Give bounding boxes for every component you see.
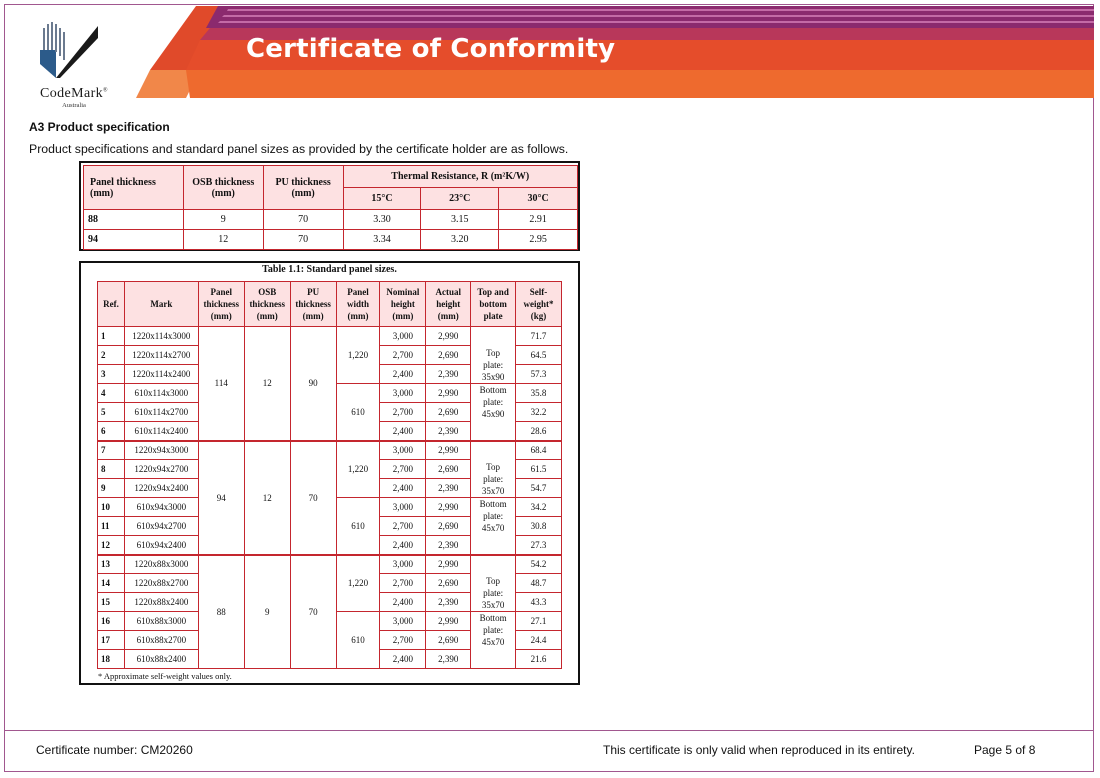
cell-ref: 6 xyxy=(98,422,125,441)
footer-divider xyxy=(4,730,1094,731)
cell-ref: 18 xyxy=(98,650,125,669)
cell-ref: 5 xyxy=(98,403,125,422)
cell-ref: 4 xyxy=(98,384,125,403)
cell-top-plate xyxy=(471,441,516,498)
plate-text: Bottom xyxy=(479,613,507,623)
cell-nominal-height: 3,000 xyxy=(380,384,426,403)
section-intro: Product specifications and standard panel sizes as provided by the certificate holder are as follows. xyxy=(29,142,569,156)
cell-nominal-height: 2,700 xyxy=(380,403,426,422)
cell-actual-height: 2,990 xyxy=(426,612,471,631)
cell-mark: 1220x88x3000 xyxy=(124,555,198,574)
cell-mark: 1220x94x2400 xyxy=(124,479,198,498)
cell-actual-height: 2,690 xyxy=(426,631,471,650)
cell-ref: 2 xyxy=(98,346,125,365)
cell-actual-height: 2,990 xyxy=(426,498,471,517)
spec-header-osb: OSB thickness (mm) xyxy=(183,166,263,210)
cell-self-weight: 27.3 xyxy=(516,536,562,555)
spec-header-30c: 30°C xyxy=(499,188,578,210)
cell-self-weight: 24.4 xyxy=(516,631,562,650)
cell-mark: 610x114x3000 xyxy=(124,384,198,403)
cell-self-weight: 28.6 xyxy=(516,422,562,441)
cell-mark: 1220x114x2700 xyxy=(124,346,198,365)
cell-nominal-height: 2,700 xyxy=(380,517,426,536)
plate-text: plate: xyxy=(483,511,504,521)
cell-nominal-height: 2,700 xyxy=(380,346,426,365)
cell-nominal-height: 3,000 xyxy=(380,327,426,346)
cell-osb-thickness: 12 xyxy=(244,441,290,555)
plate-text: plate: xyxy=(483,397,504,407)
cell-mark: 610x114x2700 xyxy=(124,403,198,422)
col-header-panel-thickness: Panel thickness (mm) xyxy=(198,282,244,327)
spec-header-23c: 23°C xyxy=(421,188,499,210)
plate-text: 35x90 xyxy=(481,372,505,382)
cell-nominal-height: 3,000 xyxy=(380,555,426,574)
cell-nominal-height: 2,700 xyxy=(380,631,426,650)
cell-actual-height: 2,990 xyxy=(426,384,471,403)
cell-panel-width: 1,220 xyxy=(336,441,380,498)
panel-row xyxy=(98,555,562,574)
cell-self-weight: 71.7 xyxy=(516,327,562,346)
cell-actual-height: 2,990 xyxy=(426,555,471,574)
codemark-logo xyxy=(20,20,120,112)
spec-cell-r23: 3.15 xyxy=(421,210,499,230)
cell-actual-height: 2,690 xyxy=(426,403,471,422)
spec-row xyxy=(84,210,578,230)
cell-mark: 1220x114x2400 xyxy=(124,365,198,384)
logo-subtext: Australia xyxy=(62,102,86,109)
cell-nominal-height: 2,400 xyxy=(380,593,426,612)
cell-mark: 610x94x2400 xyxy=(124,536,198,555)
cell-panel-width: 610 xyxy=(336,612,380,669)
panel-table-body xyxy=(98,327,562,669)
spec-cell-osb: 12 xyxy=(183,230,263,250)
cell-osb-thickness: 12 xyxy=(244,327,290,441)
plate-text: 35x70 xyxy=(481,600,505,610)
cell-ref: 14 xyxy=(98,574,125,593)
spec-cell-pu: 70 xyxy=(263,230,343,250)
cell-mark: 610x88x2400 xyxy=(124,650,198,669)
cell-nominal-height: 2,400 xyxy=(380,536,426,555)
col-header-ref: Ref. xyxy=(98,282,125,327)
plate-text: plate: xyxy=(483,588,504,598)
col-header-osb-thickness: OSB thickness (mm) xyxy=(244,282,290,327)
cell-top-plate xyxy=(471,555,516,612)
logo-wordmark: CodeMark® xyxy=(39,86,109,101)
spec-header-panel: Panel thickness (mm) xyxy=(84,166,184,210)
certificate-header xyxy=(0,0,1100,110)
spec-table-frame xyxy=(79,161,580,251)
panel-row xyxy=(98,441,562,460)
cell-ref: 10 xyxy=(98,498,125,517)
cell-ref: 1 xyxy=(98,327,125,346)
cell-self-weight: 48.7 xyxy=(516,574,562,593)
col-header-nominal-height: Nominal height (mm) xyxy=(380,282,426,327)
cell-nominal-height: 3,000 xyxy=(380,498,426,517)
banner-title: Certificate of Conformity xyxy=(246,34,616,64)
plate-text: Top xyxy=(486,348,501,358)
cell-top-plate xyxy=(471,327,516,384)
cell-nominal-height: 2,400 xyxy=(380,365,426,384)
cell-actual-height: 2,990 xyxy=(426,327,471,346)
panel-table-footnote: * Approximate self-weight values only. xyxy=(98,671,232,681)
spec-cell-osb: 9 xyxy=(183,210,263,230)
cell-ref: 12 xyxy=(98,536,125,555)
cell-nominal-height: 2,700 xyxy=(380,574,426,593)
footer-page-number: Page 5 of 8 xyxy=(974,743,1036,757)
cell-panel-width: 1,220 xyxy=(336,555,380,612)
cell-ref: 16 xyxy=(98,612,125,631)
col-header-self-weight: Self- weight* (kg) xyxy=(516,282,562,327)
plate-text: plate: xyxy=(483,360,504,370)
cell-self-weight: 43.3 xyxy=(516,593,562,612)
cell-mark: 610x88x3000 xyxy=(124,612,198,631)
section-title: A3 Product specification xyxy=(29,120,170,134)
cell-nominal-height: 3,000 xyxy=(380,441,426,460)
plate-text: plate: xyxy=(483,474,504,484)
footer-certificate-number: Certificate number: CM20260 xyxy=(36,743,193,757)
cell-ref: 17 xyxy=(98,631,125,650)
cell-actual-height: 2,690 xyxy=(426,346,471,365)
cell-nominal-height: 2,400 xyxy=(380,650,426,669)
cell-ref: 13 xyxy=(98,555,125,574)
cell-self-weight: 34.2 xyxy=(516,498,562,517)
col-header-pu-thickness: PU thickness (mm) xyxy=(290,282,336,327)
cell-actual-height: 2,390 xyxy=(426,536,471,555)
cell-bottom-plate xyxy=(471,612,516,669)
cell-self-weight: 57.3 xyxy=(516,365,562,384)
cell-panel-width: 1,220 xyxy=(336,327,380,384)
cell-actual-height: 2,390 xyxy=(426,365,471,384)
cell-pu-thickness: 90 xyxy=(290,327,336,441)
cell-actual-height: 2,390 xyxy=(426,479,471,498)
cell-ref: 7 xyxy=(98,441,125,460)
cell-self-weight: 30.8 xyxy=(516,517,562,536)
spec-cell-panel: 94 xyxy=(84,230,184,250)
spec-cell-r15: 3.34 xyxy=(343,230,421,250)
cell-actual-height: 2,690 xyxy=(426,574,471,593)
col-header-panel-width: Panel width (mm) xyxy=(336,282,380,327)
panel-table-caption: Table 1.1: Standard panel sizes. xyxy=(262,264,397,275)
cell-mark: 610x94x3000 xyxy=(124,498,198,517)
cell-actual-height: 2,390 xyxy=(426,422,471,441)
cell-mark: 610x114x2400 xyxy=(124,422,198,441)
cell-panel-width: 610 xyxy=(336,498,380,555)
spec-table xyxy=(83,165,578,250)
cell-mark: 610x94x2700 xyxy=(124,517,198,536)
cell-mark: 1220x88x2400 xyxy=(124,593,198,612)
panel-sizes-table xyxy=(97,281,562,669)
cell-bottom-plate xyxy=(471,384,516,441)
spec-cell-panel: 88 xyxy=(84,210,184,230)
cell-panel-thickness: 94 xyxy=(198,441,244,555)
spec-row xyxy=(84,230,578,250)
cell-actual-height: 2,990 xyxy=(426,441,471,460)
cell-self-weight: 32.2 xyxy=(516,403,562,422)
plate-text: Bottom xyxy=(479,499,507,509)
cell-mark: 1220x94x3000 xyxy=(124,441,198,460)
spec-header-thermal: Thermal Resistance, R (m²K/W) xyxy=(343,166,577,188)
spec-header-15c: 15°C xyxy=(343,188,421,210)
cell-self-weight: 21.6 xyxy=(516,650,562,669)
codemark-logo-graphic xyxy=(36,20,102,80)
cell-panel-width: 610 xyxy=(336,384,380,441)
cell-self-weight: 54.2 xyxy=(516,555,562,574)
panel-row xyxy=(98,327,562,346)
cell-pu-thickness: 70 xyxy=(290,555,336,669)
cell-osb-thickness: 9 xyxy=(244,555,290,669)
logo-text: CodeMark xyxy=(39,86,104,101)
cell-nominal-height: 2,400 xyxy=(380,479,426,498)
plate-text: 45x70 xyxy=(481,637,505,647)
col-header-mark: Mark xyxy=(124,282,198,327)
plate-text: 45x90 xyxy=(481,409,505,419)
cell-actual-height: 2,390 xyxy=(426,593,471,612)
cell-self-weight: 64.5 xyxy=(516,346,562,365)
spec-cell-r23: 3.20 xyxy=(421,230,499,250)
cell-self-weight: 35.8 xyxy=(516,384,562,403)
plate-text: Bottom xyxy=(479,385,507,395)
footer-validity-note: This certificate is only valid when reproduced in its entirety. xyxy=(603,743,915,757)
cell-actual-height: 2,390 xyxy=(426,650,471,669)
cell-bottom-plate xyxy=(471,498,516,555)
cell-nominal-height: 2,400 xyxy=(380,422,426,441)
spec-cell-pu: 70 xyxy=(263,210,343,230)
cell-nominal-height: 3,000 xyxy=(380,612,426,631)
plate-text: 35x70 xyxy=(481,486,505,496)
col-header-actual-height: Actual height (mm) xyxy=(426,282,471,327)
cell-panel-thickness: 88 xyxy=(198,555,244,669)
cell-ref: 3 xyxy=(98,365,125,384)
col-header-plate: Top and bottom plate xyxy=(471,282,516,327)
plate-text: Top xyxy=(486,462,501,472)
cell-mark: 1220x94x2700 xyxy=(124,460,198,479)
cell-panel-thickness: 114 xyxy=(198,327,244,441)
cell-actual-height: 2,690 xyxy=(426,460,471,479)
plate-text: Top xyxy=(486,576,501,586)
cell-self-weight: 27.1 xyxy=(516,612,562,631)
cell-actual-height: 2,690 xyxy=(426,517,471,536)
cell-ref: 8 xyxy=(98,460,125,479)
spec-header-pu: PU thickness (mm) xyxy=(263,166,343,210)
cell-ref: 11 xyxy=(98,517,125,536)
spec-cell-r15: 3.30 xyxy=(343,210,421,230)
cell-pu-thickness: 70 xyxy=(290,441,336,555)
cell-mark: 1220x88x2700 xyxy=(124,574,198,593)
spec-cell-r30: 2.91 xyxy=(499,210,578,230)
cell-mark: 1220x114x3000 xyxy=(124,327,198,346)
plate-text: plate: xyxy=(483,625,504,635)
cell-self-weight: 61.5 xyxy=(516,460,562,479)
cell-self-weight: 68.4 xyxy=(516,441,562,460)
panel-table-frame xyxy=(79,261,580,685)
plate-text: 45x70 xyxy=(481,523,505,533)
spec-cell-r30: 2.95 xyxy=(499,230,578,250)
cell-mark: 610x88x2700 xyxy=(124,631,198,650)
cell-ref: 9 xyxy=(98,479,125,498)
cell-ref: 15 xyxy=(98,593,125,612)
cell-nominal-height: 2,700 xyxy=(380,460,426,479)
cell-self-weight: 54.7 xyxy=(516,479,562,498)
